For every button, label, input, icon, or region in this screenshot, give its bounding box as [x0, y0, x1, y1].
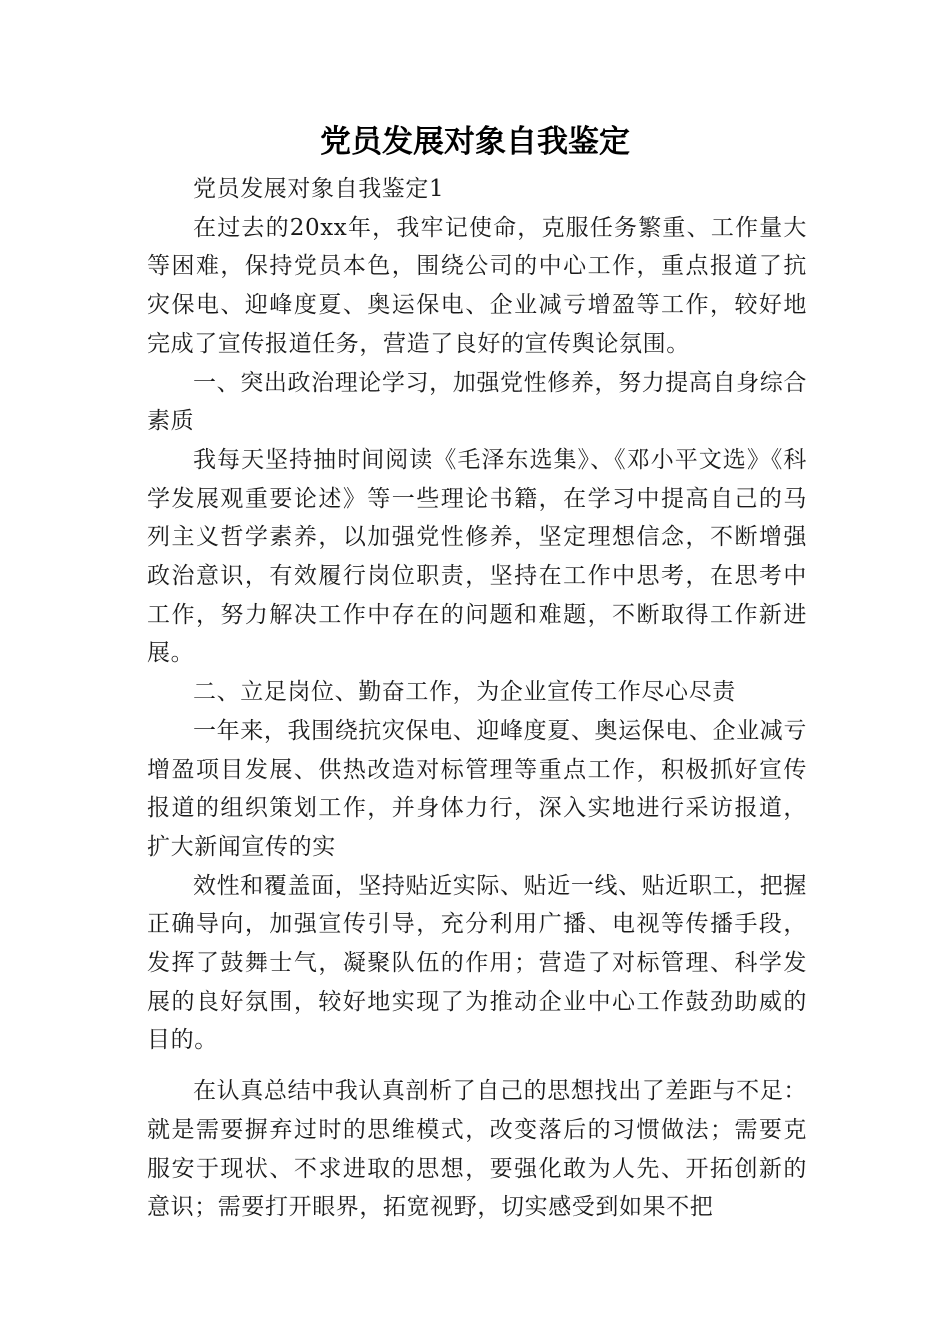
document-title: 党员发展对象自我鉴定: [320, 124, 630, 160]
paragraph-intro: 在过去的20xx年，我牢记使命，克服任务繁重、工作量大等困难，保持党员本色，围绕公司的中心工作，重点报道了抗灾保电、迎峰度夏、奥运保电、企业减亏增盈等工作，较好地完成了宣传报道任务，营造了良好的宣传舆论氛围。: [147, 214, 807, 357]
paragraph-study: 我每天坚持抽时间阅读《毛泽东选集》、《邓小平文选》《科学发展观重要论述》等一些理论书籍，在学习中提高自己的马列主义哲学素养，以加强党性修养，坚定理想信念，不断增强政治意识，有效履行岗位职责，坚持在工作中思考，在思考中工作，努力解决工作中存在的问题和难题，不断取得工作新进展。: [147, 446, 807, 667]
paragraph-subtitle: 党员发展对象自我鉴定1: [193, 176, 445, 202]
document-body: [147, 170, 807, 1227]
section-heading-2: 二、立足岗位、勤奋工作，为企业宣传工作尽心尽责: [193, 679, 736, 706]
paragraph-effect: 效性和覆盖面，坚持贴近实际、贴近一线、贴近职工，把握正确导向，加强宣传引导，充分利用广播、电视等传播手段，发挥了鼓舞士气，凝聚队伍的作用；营造了对标管理、科学发展的良好氛围，较好地实现了为推动企业中心工作鼓劲助威的目的。: [147, 872, 807, 1054]
section-heading-1: 一、突出政治理论学习，加强党性修养，努力提高自身综合素质: [147, 369, 807, 435]
paragraph-reflection: 在认真总结中我认真剖析了自己的思想找出了差距与不足：就是需要摒弃过时的思维模式，改变落后的习惯做法；需要克服安于现状、不求进取的思想，要强化敢为人先、开拓创新的意识；需要打开眼界，拓宽视野，切实感受到如果不把: [147, 1078, 807, 1221]
paragraph-work: 一年来，我围绕抗灾保电、迎峰度夏、奥运保电、企业减亏增盈项目发展、供热改造对标管理等重点工作，积极抓好宣传报道的组织策划工作，并身体力行，深入实地进行采访报道，扩大新闻宣传的实: [147, 717, 807, 860]
